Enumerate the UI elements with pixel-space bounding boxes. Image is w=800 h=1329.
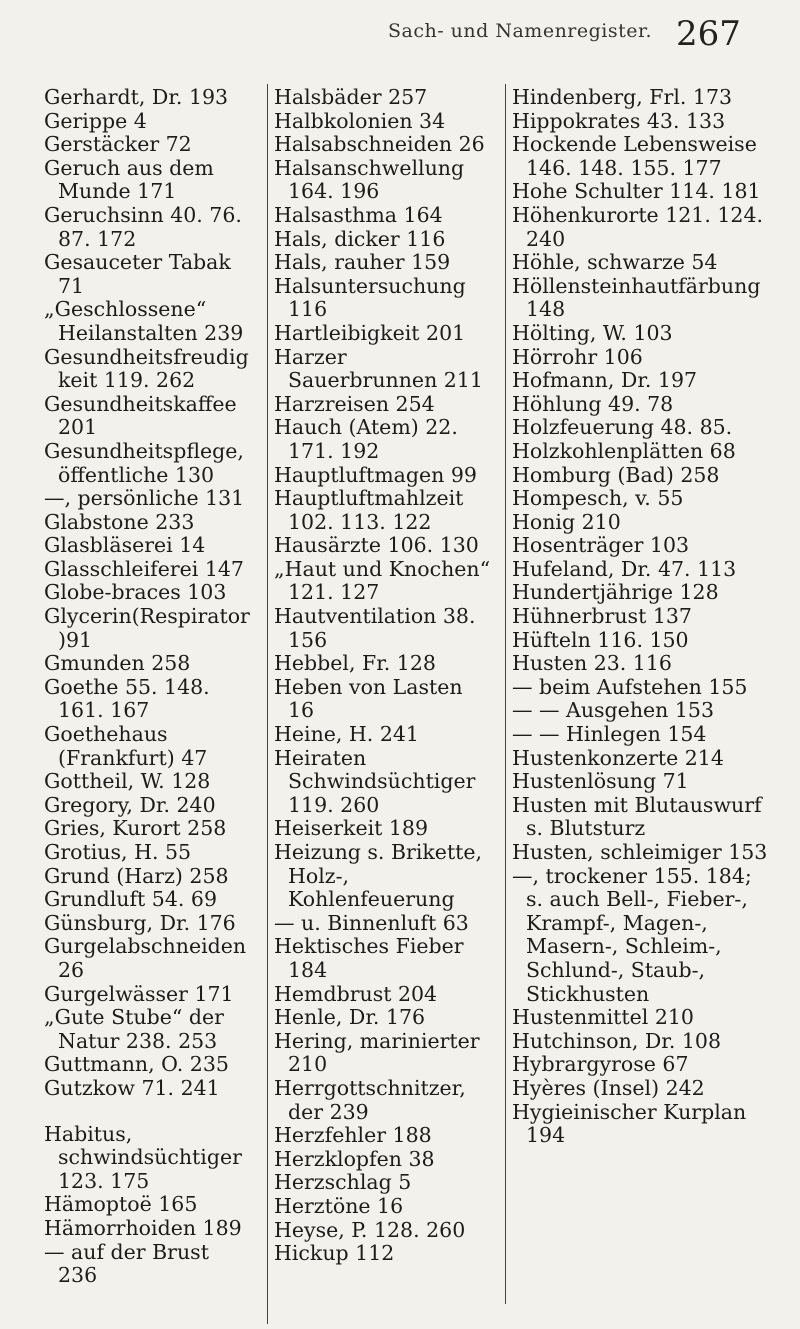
index-entry: Hartleibigkeit 201 bbox=[274, 320, 466, 345]
index-entry: Halsuntersuchung 116 bbox=[274, 273, 466, 322]
index-entry: Hämoptoë 165 bbox=[44, 1192, 198, 1217]
index-entry: Hauptluftmahlzeit 102. 113. 122 bbox=[274, 486, 464, 534]
index-entry: Halsbäder 257 bbox=[274, 85, 428, 109]
index-entry: Herrgottschnitzer, der 239 bbox=[274, 1075, 466, 1124]
index-entry: — — Ausgehen 153 bbox=[512, 698, 714, 723]
index-entry: Holzkohlenplätten 68 bbox=[512, 438, 736, 463]
index-entry: Henle, Dr. 176 bbox=[274, 1005, 426, 1030]
index-entry: Geruch aus dem Munde 171 bbox=[44, 155, 214, 204]
index-entry: Hybrargyrose 67 bbox=[512, 1052, 689, 1077]
index-entry: Hauptluftmagen 99 bbox=[274, 462, 477, 487]
index-entry: Gurgelabschneiden 26 bbox=[44, 934, 247, 982]
index-entry: Hausärzte 106. 130 bbox=[274, 533, 479, 558]
column-divider bbox=[267, 84, 268, 1324]
index-entry: Hämorrhoiden 189 bbox=[44, 1215, 242, 1240]
index-entry: Hals, rauher 159 bbox=[274, 250, 451, 275]
index-column-3 bbox=[512, 86, 770, 1148]
index-entry: Glabstone 233 bbox=[44, 509, 195, 534]
index-entry: Gerstäcker 72 bbox=[44, 132, 192, 157]
index-entry: Hüfteln 116. 150 bbox=[512, 627, 689, 652]
index-entry: Gmunden 258 bbox=[44, 651, 191, 676]
index-entry: Hippokrates 43. 133 bbox=[512, 108, 726, 133]
index-entry: Hickup 112 bbox=[274, 1241, 395, 1266]
index-entry: Hygieinischer Kurplan 194 bbox=[512, 1099, 747, 1148]
index-entry: Goethe 55. 148. 161. 167 bbox=[44, 674, 210, 723]
index-entry: Heiraten Schwindsüchtiger 119. 260 bbox=[274, 745, 476, 817]
index-entry: Höhlung 49. 78 bbox=[512, 391, 674, 416]
index-entry: Husten 23. 116 bbox=[512, 651, 672, 676]
index-entry: Honig 210 bbox=[512, 509, 621, 534]
index-entry: — beim Aufstehen 155 bbox=[512, 674, 748, 699]
index-entry: Hauch (Atem) 22. 171. 192 bbox=[274, 415, 458, 463]
index-entry: Hautventilation 38. 156 bbox=[274, 604, 476, 652]
index-entry: — — Hinlegen 154 bbox=[512, 722, 707, 747]
index-entry: Goethehaus (Frankfurt) 47 bbox=[44, 722, 208, 770]
index-entry: „Haut und Knochen“ 121. 127 bbox=[274, 556, 491, 605]
index-entry: Halsasthma 164 bbox=[274, 202, 443, 227]
index-entry: Glasschleiferei 147 bbox=[44, 556, 244, 581]
index-entry: Habitus, schwindsüchtiger 123. 175 bbox=[44, 1121, 242, 1193]
index-entry: Hufeland, Dr. 47. 113 bbox=[512, 556, 737, 581]
page-number: 267 bbox=[676, 14, 741, 54]
index-entry: Gutzkow 71. 241 bbox=[44, 1075, 220, 1100]
index-entry: Heben von Lasten 16 bbox=[274, 674, 463, 723]
index-entry: Hockende Lebensweise 146. 148. 155. 177 bbox=[512, 132, 757, 180]
index-column-2 bbox=[274, 86, 492, 1266]
index-entry: Grund (Harz) 258 bbox=[44, 863, 229, 888]
index-entry: Hindenberg, Frl. 173 bbox=[512, 85, 733, 109]
index-entry: Gesauceter Tabak 71 bbox=[44, 250, 231, 298]
index-entry: Globe-braces 103 bbox=[44, 580, 227, 605]
index-entry: Hundertjährige 128 bbox=[512, 580, 719, 605]
index-entry: Gesundheitspflege, öffentliche 130 bbox=[44, 438, 244, 487]
index-entry: Hals, dicker 116 bbox=[274, 226, 446, 251]
index-entry: Glycerin(Respirator)91 bbox=[44, 604, 250, 652]
index-entry: — u. Binnenluft 63 bbox=[274, 910, 469, 935]
index-entry: Halbkolonien 34 bbox=[274, 108, 446, 133]
index-entry: Halsanschwellung 164. 196 bbox=[274, 155, 465, 204]
index-entry: Hyères (Insel) 242 bbox=[512, 1075, 705, 1100]
index-entry: Heiserkeit 189 bbox=[274, 816, 429, 841]
index-entry: Gesundheitsfreudigkeit 119. 262 bbox=[44, 344, 249, 393]
index-entry: Gerhardt, Dr. 193 bbox=[44, 85, 229, 109]
index-entry: Gottheil, W. 128 bbox=[44, 769, 211, 794]
column-divider bbox=[505, 84, 506, 1304]
index-entry: Grotius, H. 55 bbox=[44, 840, 192, 864]
index-entry: Hustenkonzerte 214 bbox=[512, 745, 724, 770]
index-entry: Gurgelwässer 171 bbox=[44, 981, 234, 1006]
index-entry: Heyse, P. 128. 260 bbox=[274, 1217, 466, 1242]
index-entry: Hölting, W. 103 bbox=[512, 320, 673, 345]
index-entry: Husten, schleimiger 153 bbox=[512, 840, 768, 864]
index-entry: Hektisches Fieber 184 bbox=[274, 934, 464, 982]
index-entry: Herzschlag 5 bbox=[274, 1170, 412, 1195]
index-entry: Glasbläserei 14 bbox=[44, 533, 206, 558]
index-entry: Hemdbrust 204 bbox=[274, 981, 438, 1006]
index-entry: Harzreisen 254 bbox=[274, 391, 435, 416]
index-entry: —, persönliche 131 bbox=[44, 486, 245, 511]
index-entry: Harzer Sauerbrunnen 211 bbox=[274, 344, 483, 393]
index-entry: Gerippe 4 bbox=[44, 108, 147, 133]
index-entry: „Gute Stube“ der Natur 238. 253 bbox=[44, 1005, 224, 1053]
index-entry: Hutchinson, Dr. 108 bbox=[512, 1028, 722, 1053]
index-entry: Höhenkurorte 121. 124. 240 bbox=[512, 202, 764, 251]
index-entry: Günsburg, Dr. 176 bbox=[44, 910, 236, 935]
index-entry: Guttmann, O. 235 bbox=[44, 1052, 229, 1077]
index-entry: Hühnerbrust 137 bbox=[512, 604, 692, 629]
index-column-1 bbox=[44, 86, 252, 1288]
index-entry: Husten mit Blutauswurf s. Blutsturz bbox=[512, 792, 762, 841]
index-entry: „Geschlossene“ Heilanstalten 239 bbox=[44, 297, 244, 345]
index-entry: Hörrohr 106 bbox=[512, 344, 643, 369]
index-entry: Heine, H. 241 bbox=[274, 722, 419, 747]
index-entry: Grundluft 54. 69 bbox=[44, 887, 218, 912]
index-entry: Herztöne 16 bbox=[274, 1193, 404, 1218]
index-entry: Heizung s. Brikette, Holz-, Kohlenfeuerung bbox=[274, 840, 483, 912]
index-entry: Höllensteinhautfärbung 148 bbox=[512, 273, 761, 322]
index-entry: Gregory, Dr. 240 bbox=[44, 792, 216, 817]
index-entry: Hosenträger 103 bbox=[512, 533, 690, 558]
index-entry: Hofmann, Dr. 197 bbox=[512, 368, 698, 393]
index-entry: Homburg (Bad) 258 bbox=[512, 462, 720, 487]
page-header bbox=[0, 14, 800, 64]
index-entry: Gries, Kurort 258 bbox=[44, 816, 227, 841]
index-entry: Gesundheitskaffee 201 bbox=[44, 391, 237, 440]
index-entry: — auf der Brust 236 bbox=[44, 1239, 209, 1288]
index-entry: —, trockener 155. 184; s. auch Bell-, Fieber-, Krampf-, Magen-, Masern-, Schleim-, Schlund-, Staub-, Stickhusten bbox=[512, 863, 752, 1006]
index-entry: Hompesch, v. 55 bbox=[512, 486, 684, 511]
running-head: Sach- und Namenregister. bbox=[388, 20, 653, 42]
index-entry: Hustenlösung 71 bbox=[512, 769, 689, 794]
index-entry: Herzklopfen 38 bbox=[274, 1146, 435, 1171]
index-entry: Holzfeuerung 48. 85. bbox=[512, 415, 733, 440]
index-entry: Hohe Schulter 114. 181 bbox=[512, 179, 761, 204]
index-entry: Geruchsinn 40. 76. 87. 172 bbox=[44, 202, 242, 251]
index-entry: Hustenmittel 210 bbox=[512, 1005, 694, 1030]
index-entry: Halsabschneiden 26 bbox=[274, 132, 485, 157]
index-entry: Herzfehler 188 bbox=[274, 1123, 432, 1148]
section-gap bbox=[44, 1101, 252, 1123]
index-entry: Hebbel, Fr. 128 bbox=[274, 651, 436, 676]
index-entry: Höhle, schwarze 54 bbox=[512, 250, 718, 275]
index-entry: Hering, marinierter 210 bbox=[274, 1028, 480, 1077]
